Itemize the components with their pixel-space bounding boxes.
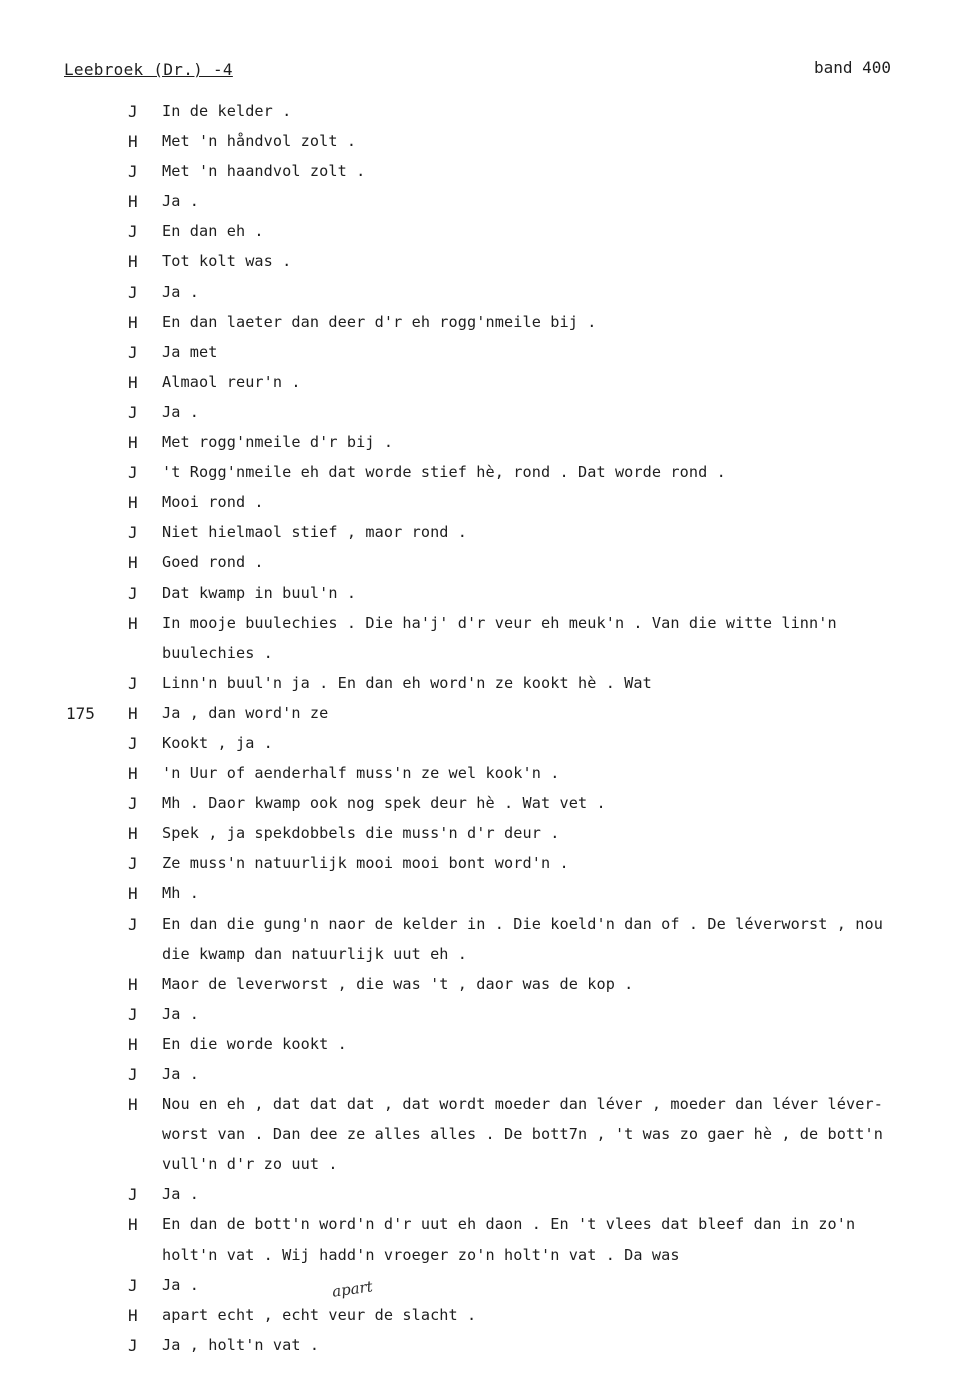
speaker-label: H <box>128 433 138 453</box>
transcript-line <box>0 400 979 430</box>
utterance-text: Ja , dan word'n ze <box>162 703 329 722</box>
transcript-line <box>0 129 979 159</box>
utterance-text: holt'n vat . Wij hadd'n vroeger zo'n holt'n vat . Da was <box>162 1245 680 1264</box>
transcript-line <box>0 280 979 310</box>
speaker-label: J <box>128 342 138 362</box>
transcript-line <box>0 1002 979 1032</box>
transcript-line <box>0 611 979 641</box>
transcript-line <box>0 1062 979 1092</box>
speaker-label: H <box>128 312 138 332</box>
transcript-line <box>0 340 979 370</box>
utterance-text: Ze muss'n natuurlijk mooi mooi bont word'n . <box>162 854 569 873</box>
speaker-label: H <box>128 493 138 513</box>
speaker-label: J <box>128 914 138 934</box>
document-title: Leebroek (Dr.) -4 <box>64 60 233 79</box>
utterance-text: Ja . <box>162 192 199 211</box>
speaker-label: H <box>128 1305 138 1325</box>
speaker-label: J <box>128 1275 138 1295</box>
transcript-line <box>0 520 979 550</box>
speaker-label: H <box>128 764 138 784</box>
transcript-line <box>0 701 979 731</box>
transcript-line <box>0 1243 979 1273</box>
utterance-text: En dan die gung'n naor de kelder in . Die koeld'n dan of . De léverworst , nou <box>162 914 884 933</box>
transcript-line <box>0 310 979 340</box>
transcript-line <box>0 430 979 460</box>
transcript-line <box>0 1303 979 1333</box>
utterance-text: Ja . <box>162 282 199 301</box>
transcript-line <box>0 972 979 1002</box>
utterance-text: Ja . <box>162 1004 199 1023</box>
speaker-label: H <box>128 884 138 904</box>
transcript-line <box>0 159 979 189</box>
speaker-label: J <box>128 463 138 483</box>
transcript-line <box>0 370 979 400</box>
utterance-text: Met rogg'nmeile d'r bij . <box>162 433 394 452</box>
transcript-line <box>0 1032 979 1062</box>
speaker-label: J <box>128 222 138 242</box>
transcript-line <box>0 731 979 761</box>
transcript-line <box>0 791 979 821</box>
speaker-label: H <box>128 252 138 272</box>
speaker-label: J <box>128 102 138 121</box>
utterance-text: In de kelder . <box>162 102 292 120</box>
transcript-line <box>0 249 979 279</box>
speaker-label: J <box>128 523 138 543</box>
transcript-line <box>0 490 979 520</box>
speaker-label: J <box>128 733 138 753</box>
utterance-text: Mooi rond . <box>162 493 264 512</box>
utterance-text: 'n Uur of aenderhalf muss'n ze wel kook'n . <box>162 764 560 783</box>
utterance-text: buulechies . <box>162 643 273 662</box>
speaker-label: H <box>128 974 138 994</box>
line-number: 175 <box>66 703 95 723</box>
speaker-label: H <box>128 1215 138 1235</box>
utterance-text: Spek , ja spekdobbels die muss'n d'r deur . <box>162 824 560 843</box>
handwritten-annotation: apart <box>330 1277 374 1301</box>
transcript-line <box>0 1333 979 1363</box>
transcript-line <box>0 219 979 249</box>
utterance-text: Goed rond . <box>162 553 264 572</box>
speaker-label: J <box>128 162 138 182</box>
utterance-text: Maor de leverworst , die was 't , daor was de kop . <box>162 974 634 993</box>
transcript-line <box>0 761 979 791</box>
speaker-label: H <box>128 613 138 633</box>
speaker-label: J <box>128 282 138 302</box>
speaker-label: J <box>128 583 138 603</box>
transcript-line <box>0 671 979 701</box>
transcript-line <box>0 189 979 219</box>
transcript-line <box>0 1273 979 1303</box>
transcript-line <box>0 1212 979 1242</box>
transcript-line <box>0 1122 979 1152</box>
transcript-line <box>0 912 979 942</box>
utterance-text: Ja . <box>162 1065 199 1083</box>
speaker-label: H <box>128 1034 138 1054</box>
utterance-text: Mh . <box>162 884 199 903</box>
utterance-text: Ja . <box>162 1275 199 1294</box>
utterance-text: Ja , holt'n vat . <box>162 1335 320 1354</box>
transcript-line <box>0 641 979 671</box>
speaker-label: J <box>128 673 138 693</box>
utterance-text: 't Rogg'nmeile eh dat worde stief hè, rond . Dat worde rond . <box>162 463 726 482</box>
utterance-text: Ja . <box>162 1185 199 1204</box>
utterance-text: In mooje buulechies . Die ha'j' d'r veur eh meuk'n . Van die witte linn'n <box>162 613 837 632</box>
utterance-text: Ja met <box>162 342 218 361</box>
speaker-label: H <box>128 1095 138 1115</box>
speaker-label: H <box>128 824 138 844</box>
utterance-text: Met 'n håndvol zolt . <box>162 132 357 151</box>
speaker-label: J <box>128 794 138 814</box>
speaker-label: J <box>128 1335 138 1355</box>
utterance-text: Ja . <box>162 402 199 421</box>
utterance-text: Mh . Daor kwamp ook nog spek deur hè . Wat vet . <box>162 794 606 813</box>
speaker-label: H <box>128 703 138 723</box>
speaker-label: J <box>128 854 138 874</box>
utterance-text: Nou en eh , dat dat dat , dat wordt moeder dan léver , moeder dan léver léver- <box>162 1095 884 1114</box>
utterance-text: die kwamp dan natuurlijk uut eh . <box>162 944 468 963</box>
speaker-label: H <box>128 372 138 392</box>
utterance-text: Dat kwamp in buul'n . <box>162 583 357 602</box>
utterance-text: Met 'n haandvol zolt . <box>162 162 366 181</box>
transcript-line <box>0 821 979 851</box>
utterance-text: Kookt , ja . <box>162 733 273 752</box>
transcript-line <box>0 851 979 881</box>
utterance-text: Almaol reur'n . <box>162 372 301 391</box>
utterance-text: Linn'n buul'n ja . En dan eh word'n ze kookt hè . Wat <box>162 673 652 692</box>
transcript-line <box>0 942 979 972</box>
utterance-text: Niet hielmaol stief , maor rond . <box>162 523 468 542</box>
transcript-line <box>0 881 979 911</box>
utterance-text: En die worde kookt . <box>162 1034 347 1053</box>
transcript-line <box>0 581 979 611</box>
utterance-text: vull'n d'r zo uut . <box>162 1155 338 1174</box>
speaker-label: J <box>128 1004 138 1024</box>
transcript-line <box>0 99 979 129</box>
utterance-text: En dan de bott'n word'n d'r uut eh daon . En 't vlees dat bleef dan in zo'n <box>162 1215 856 1234</box>
utterance-text: worst van . Dan dee ze alles alles . De bott7n , 't was zo gaer hè , de bott'n <box>162 1125 884 1144</box>
transcript-line <box>0 550 979 580</box>
utterance-text: En dan eh . <box>162 222 264 241</box>
tape-number: band 400 <box>814 58 892 77</box>
speaker-label: J <box>128 402 138 422</box>
speaker-label: H <box>128 192 138 212</box>
utterance-text: En dan laeter dan deer d'r eh rogg'nmeile bij . <box>162 312 597 331</box>
transcript-line <box>0 1092 979 1122</box>
speaker-label: J <box>128 1185 138 1205</box>
transcript-line <box>0 1182 979 1212</box>
transcript-line <box>0 460 979 490</box>
utterance-text: apart echt , echt veur de slacht . <box>162 1305 477 1324</box>
speaker-label: J <box>128 1065 138 1084</box>
utterance-text: Tot kolt was . <box>162 252 292 271</box>
speaker-label: H <box>128 132 138 152</box>
transcript-line <box>0 1152 979 1182</box>
speaker-label: H <box>128 553 138 573</box>
transcript-lines <box>0 99 979 1363</box>
